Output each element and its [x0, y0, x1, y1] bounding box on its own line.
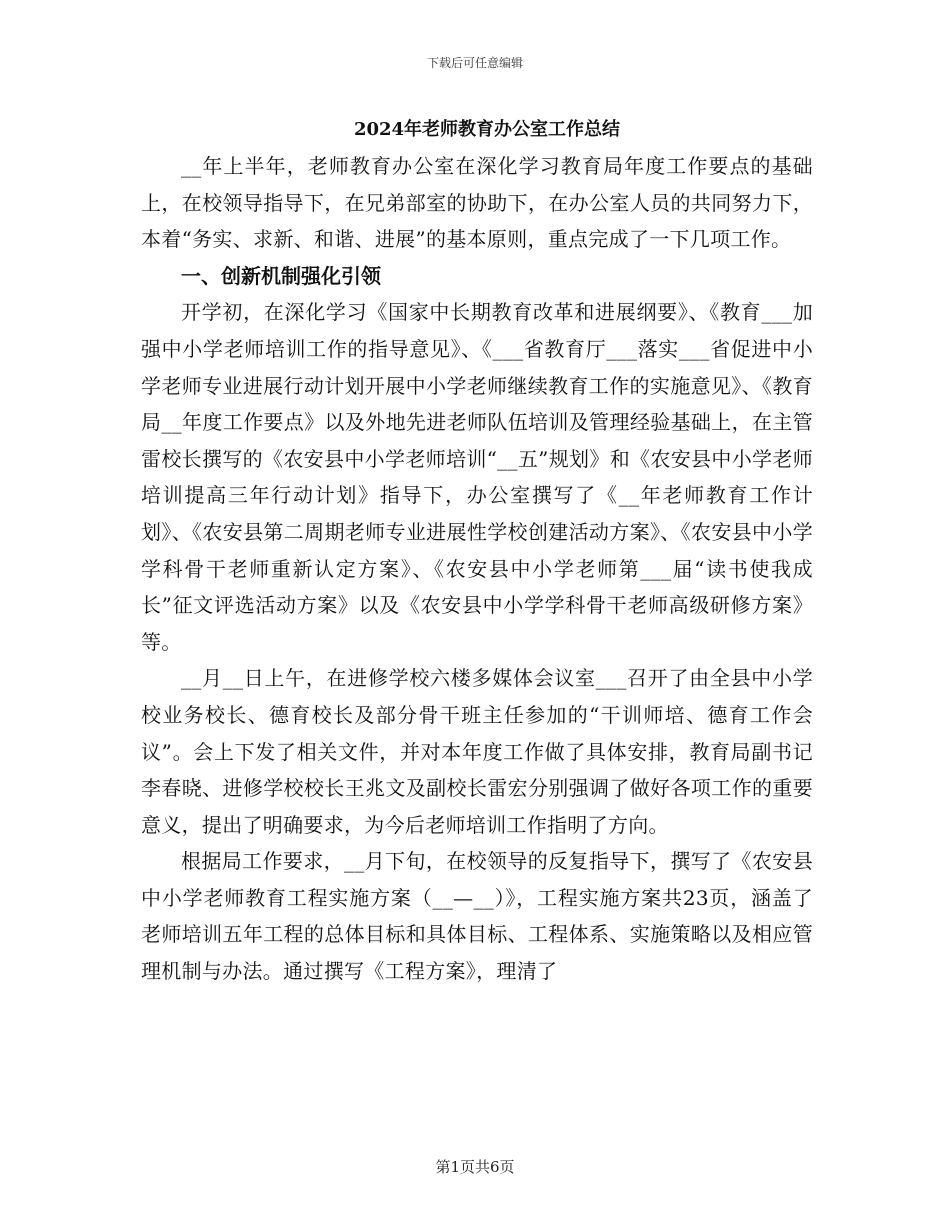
body-paragraph: 根据局工作要求，__月下旬，在校领导的反复指导下，撰写了《农安县中小学老师教育工程实施方案（__—__）》，工程实施方案共23页，涵盖了老师培训五年工程的总体目标和具体目标、工程体系、实施策略以及相应管理机制与办法。通过撰写《工程方案》，理清了 — [141, 849, 813, 984]
document-title: 2024年老师教育办公室工作总结 — [353, 119, 621, 140]
body-paragraph: 开学初，在深化学习《国家中长期教育改革和进展纲要》、《教育___加强中小学老师培训工作的指导意见》、《___省教育厅___落实___省促进中小学老师专业进展行动计划开展中小学老师继续教育工作的实施意见》、《教育局__年度工作要点》以及外地先进老师队伍培训及管理经验基础上，在主管雷校长撰写的《农安县中小学老师培训“__五”规划》和《农安县中小学老师培训提高三年行动计划》指导下，办公室撰写了《__年老师教育工作计划》、《农安县第二周期老师专业进展性学校创建活动方案》、《农安县中小学学科骨干老师重新认定方案》、《农安县中小学老师第___届“读书使我成长”征文评选活动方案》以及《农安县中小学学科骨干老师高级研修方案》等。 — [141, 300, 813, 654]
page-number: 第1页共6页 — [435, 1158, 515, 1176]
intro-paragraph: __年上半年，老师教育办公室在深化学习教育局年度工作要点的基础上，在校领导指导下，在兄弟部室的协助下，在办公室人员的共同努力下，本着“务实、求新、和谐、进展”的基本原则，重点完成了一下几项工作。 — [141, 154, 813, 252]
page-header-note: 下载后可任意编辑 — [426, 56, 523, 70]
body-paragraph: __月__日上午，在进修学校六楼多媒体会议室___召开了由全县中小学校业务校长、德育校长及部分骨干班主任参加的“干训师培、德育工作会议”。会上下发了相关文件，并对本年度工作做了具体安排，教育局副书记李春晓、进修学校校长王兆文及副校长雷宏分别强调了做好各项工作的重要意义，提出了明确要求，为今后老师培训工作指明了方向。 — [141, 666, 813, 837]
section-heading: 一、创新机制强化引领 — [181, 263, 381, 288]
document-body — [141, 112, 813, 990]
